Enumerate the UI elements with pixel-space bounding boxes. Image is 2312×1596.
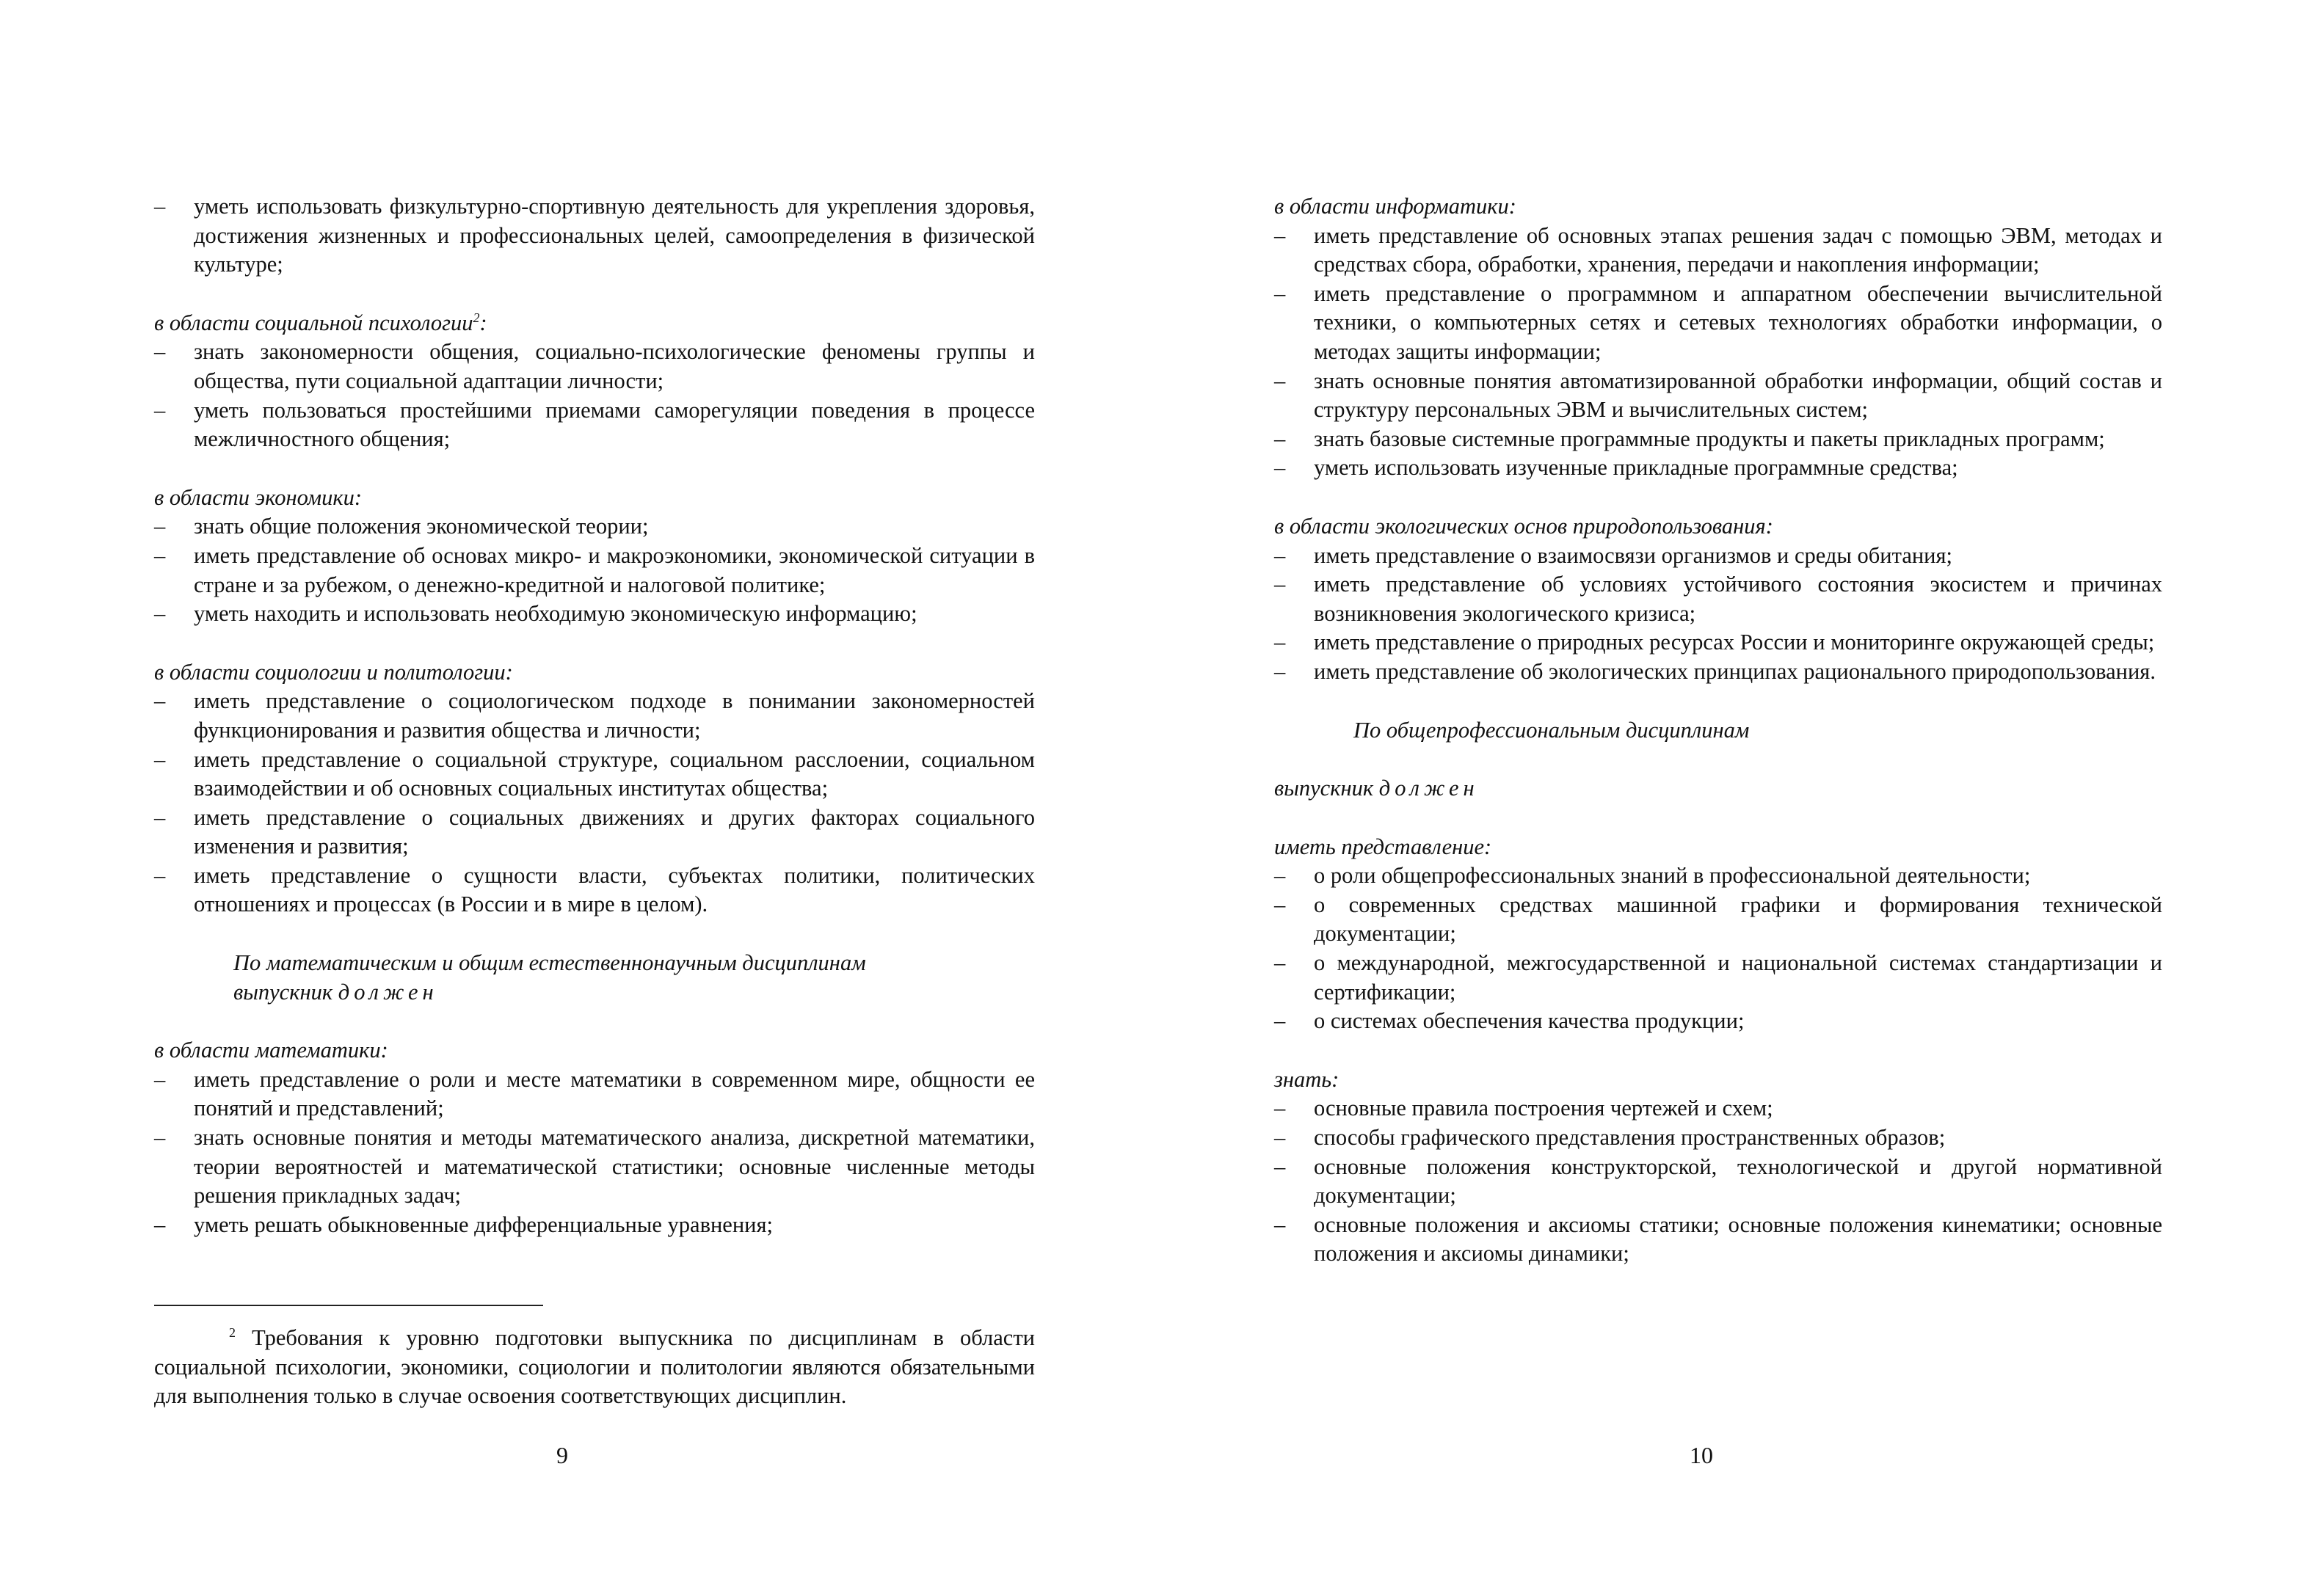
social-psychology-list [154,338,1035,453]
ecology-heading: в области экологических основ природопользования: [1274,513,1773,539]
informatics-list [1274,222,2162,483]
list-item: – о международной, межгосударственной и национальной системах стандартизации и сертификации; [1274,949,2162,1007]
page-number-left: 9 [556,1442,568,1468]
list-item: – уметь использовать изученные прикладные программные средства; [1274,453,2162,483]
list-item: – иметь представление о программном и аппаратном обеспечении вычислительной техники, о компьютерных сетях и сетевых технологиях обработки информации, о методах защиты информации; [1274,280,2162,367]
footnote-mark: 2 [473,310,480,325]
list-item: – иметь представление об основных этапах решения задач с помощью ЭВМ, методах и средствах сбора, обработки, хранения, передачи и накопления информации; [1274,222,2162,280]
economics-heading: в области экономики: [154,484,363,510]
list-item: – знать общие положения экономической теории; [154,512,1035,542]
list-item: – о роли общепрофессиональных знаний в профессиональной деятельности; [1274,861,2162,891]
mathematics-list [154,1065,1035,1240]
list-item: – способы графического представления пространственных образов; [1274,1123,2162,1153]
list-item: – иметь представление о сущности власти, субъектах политики, политических отношениях и процессах (в России и в мире в целом). [154,861,1035,919]
general-prof-heading: По общепрофессиональным дисциплинам [1353,717,1750,743]
math-block-heading: По математическим и общим естественнонаучным дисциплинам [233,950,866,976]
math-block-graduate: выпускник должен [233,979,438,1005]
list-item: – о современных средствах машинной графики и формирования технической документации; [1274,891,2162,949]
footnote: $^2$ Требования к уровню подготовки выпускника по дисциплинам в области социальной психологии, экономики, социологии и политологии являются обязательными для выполнения только в случае освоения соответствующих дисциплин. [154,1324,1035,1409]
list-item: – иметь представление о социологическом подходе в понимании закономерностей функционирования и развития общества и личности; [154,687,1035,745]
have-idea-list [1274,861,2162,1036]
list-item: – иметь представление об основах микро- и макроэкономики, экономической ситуации в стране и за рубежом, о денежно-кредитной и налоговой политике; [154,542,1035,600]
have-idea-heading: иметь представление: [1274,834,1492,859]
list-item: – уметь использовать физкультурно-спортивную деятельность для укрепления здоровья, достижения жизненных и профессиональных целей, самоопределения в физической культуре; [154,192,1035,280]
know-heading: знать: [1274,1066,1339,1092]
sociology-heading: в области социологии и политологии: [154,659,513,685]
mathematics-heading: в области математики: [154,1038,388,1063]
list-item: – уметь решать обыкновенные дифференциальные уравнения; [154,1211,1035,1240]
list-item: – уметь пользоваться простейшими приемами саморегуляции поведения в процессе межличностного общения; [154,396,1035,454]
list-item: – основные правила построения чертежей и схем; [1274,1094,2162,1123]
list-item: – знать базовые системные программные продукты и пакеты прикладных программ; [1274,425,2162,454]
list-item: – знать основные понятия и методы математического анализа, дискретной математики, теории вероятностей и математической статистики; основные численные методы решения прикладных задач; [154,1123,1035,1211]
left-page-content [154,192,1035,1239]
list-item: – знать закономерности общения, социально-психологические феномены группы и общества, пути социальной адаптации личности; [154,338,1035,396]
intro-list [154,192,1035,280]
list-item: – иметь представление о природных ресурсах России и мониторинге окружающей среды; [1274,628,2162,657]
right-page [1274,0,2162,1596]
list-item: – иметь представление о роли и месте математики в современном мире, общности ее понятий и представлений; [154,1065,1035,1123]
list-item: – иметь представление о взаимосвязи организмов и среды обитания; [1274,542,2162,571]
sociology-list [154,687,1035,919]
list-item: – основные положения и аксиомы статики; основные положения кинематики; основные положения и аксиомы динамики; [1274,1211,2162,1269]
list-item: – иметь представление об экологических принципах рационального природопользования. [1274,657,2162,687]
economics-list [154,512,1035,628]
list-item: – основные положения конструкторской, технологической и другой нормативной документации; [1274,1153,2162,1211]
social-psychology-heading: в области социальной психологии$^2$: [154,310,487,335]
left-page [154,0,1035,1596]
list-item: – о системах обеспечения качества продукции; [1274,1007,2162,1036]
list-item: – иметь представление о социальных движениях и других факторах социального изменения и развития; [154,804,1035,861]
know-list [1274,1094,2162,1269]
graduate-must: выпускник должен [1274,776,1479,801]
page-number-right: 10 [1690,1442,1713,1468]
list-item: – знать основные понятия автоматизированной обработки информации, общий состав и структуру персональных ЭВМ и вычислительных систем; [1274,367,2162,425]
list-item: – иметь представление о социальной структуре, социальном расслоении, социальном взаимодействии и об основных социальных институтах общества; [154,746,1035,804]
list-item: – иметь представление об условиях устойчивого состояния экосистем и причинах возникновения экологического кризиса; [1274,570,2162,628]
informatics-heading: в области информатики: [1274,194,1516,219]
list-item: – уметь находить и использовать необходимую экономическую информацию; [154,600,1035,629]
right-page-content [1274,192,2162,1269]
ecology-list [1274,542,2162,687]
footnote-divider [154,1305,543,1306]
